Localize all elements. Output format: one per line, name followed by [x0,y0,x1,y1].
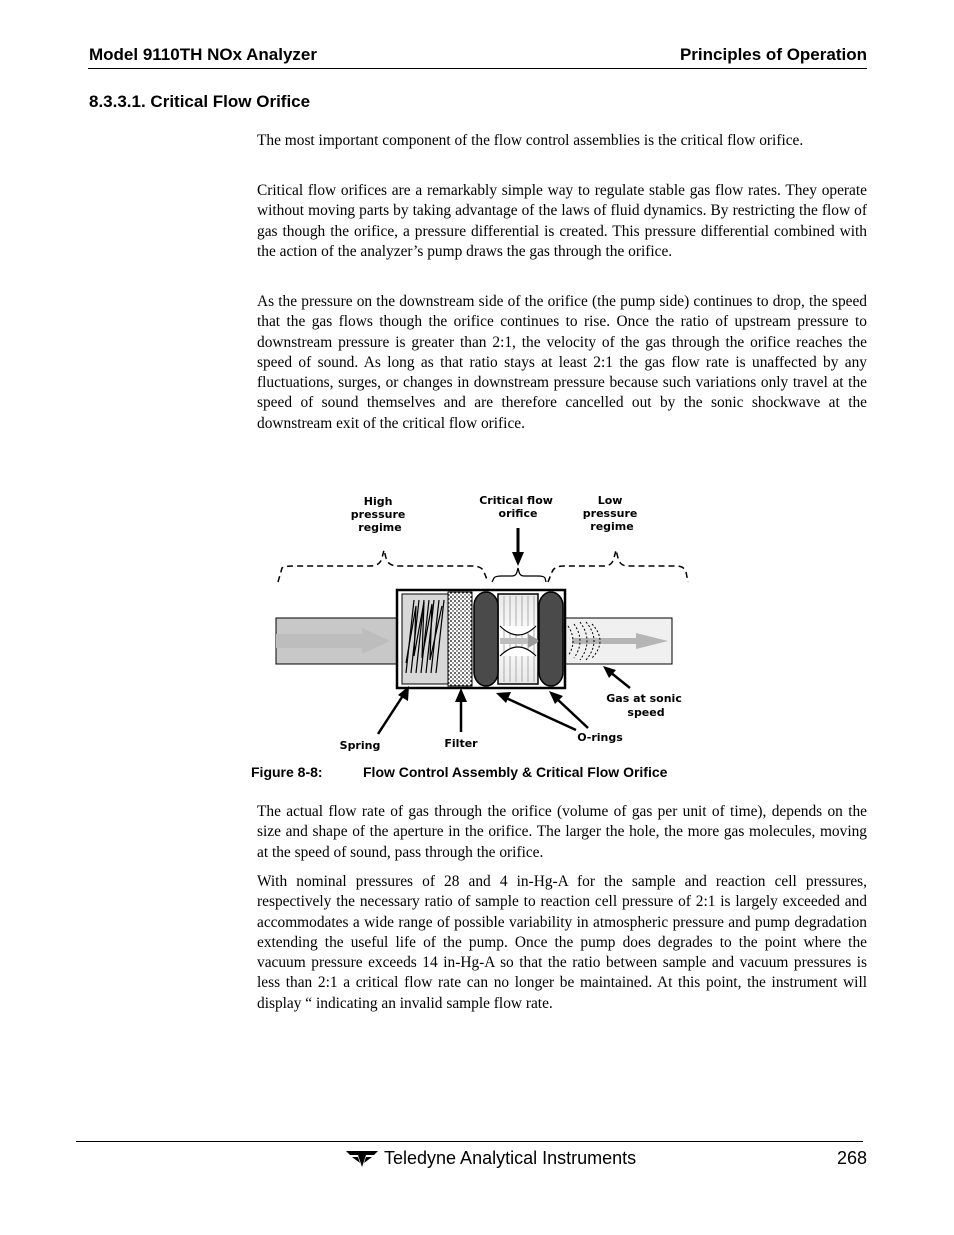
header-chapter-title: Principles of Operation [679,45,867,64]
paragraph-critical-flow: Critical flow orifices are a remarkably simple way to regulate stable gas flow rates. They operate without moving parts by taking advantage of the laws of fluid dynamics. By restricting the flow of gas though the orifice, a pressure differential is created. This pressure differential combined with the action of the analyzer’s pump draws the gas through the orifice. [257,182,867,260]
spring [402,594,448,684]
high-pressure-bracket [278,550,488,582]
low-pressure-bracket [548,550,688,582]
paragraph-intro: The most important component of the flow control assemblies is the critical flow orifice. [257,132,804,149]
upstream-flow-arrow [276,634,376,648]
header-divider [88,68,867,69]
label-high-pressure-regime: High pressure regime [350,495,406,534]
o-ring-upstream [474,592,498,686]
footer-divider [76,1141,863,1142]
label-o-rings: O-rings [577,731,623,744]
figure-title: Flow Control Assembly & Critical Flow Orifice [363,764,668,780]
footer-brand [346,1148,636,1169]
filter-element [448,592,472,686]
orifice-bracket [492,568,546,582]
paragraph-flow-rate: The actual flow rate of gas through the orifice (volume of gas per unit of time), depends on the size and shape of the aperture in the orifice. The larger the hole, the more gas molecules, moving at the speed of sound, pass through the orifice. [257,803,867,861]
header-model-title: Model 9110TH NOx Analyzer [89,45,318,64]
label-gas-sonic-speed: Gas at sonic speed [606,692,682,719]
label-low-pressure-regime: Low pressure regime [582,494,638,533]
figure-number: Figure 8-8: [251,764,323,780]
label-spring: Spring [339,739,381,752]
paragraph-pressure-ratio: As the pressure on the downstream side of the orifice (the pump side) continues to drop, the speed that the gas flows though the orifice continues to rise. Once the ratio of upstream pressure to downstream pressure is greater than 2:1, the velocity of the gas through the orifice reaches the speed of sound. As long as that ratio stays at least 2:1 the gas flow rate is unaffected by any fluctuations, surges, or changes in downstream pressure because such variations only travel at the speed of sound themselves and are therefore cancelled out by the sonic shockwave at the downstream exit of the critical flow orifice. [257,293,867,432]
label-filter: Filter [444,737,478,750]
page-number: 268 [836,1148,867,1168]
section-title: 8.3.3.1. Critical Flow Orifice [89,92,311,111]
figure-caption [251,764,667,780]
teledyne-logo-icon [346,1149,378,1169]
o-ring-downstream [539,592,563,686]
footer-brand-text: Teledyne Analytical Instruments [384,1148,637,1168]
flow-control-assembly-figure [266,488,696,756]
downstream-flow-arrow [572,638,642,644]
label-critical-flow-orifice: Critical flow orifice [479,494,553,520]
paragraph-nominal-pressures: With nominal pressures of 28 and 4 in-Hg-A for the sample and reaction cell pressures, respectively the necessary ratio of sample to reaction cell pressure of 2:1 is largely exceeded and accommodates a wide range of possible variability in atmospheric pressure and pump degradation extending the useful life of the pump. Once the pump does degrades to the point where the vacuum pressure exceeds 14 in-Hg-A so that the ratio between sample and vacuum pressures is less than 2:1 a critical flow rate can no longer be maintained. At this point, the instrument will display “ indicating an invalid sample flow rate. [257,873,867,1012]
